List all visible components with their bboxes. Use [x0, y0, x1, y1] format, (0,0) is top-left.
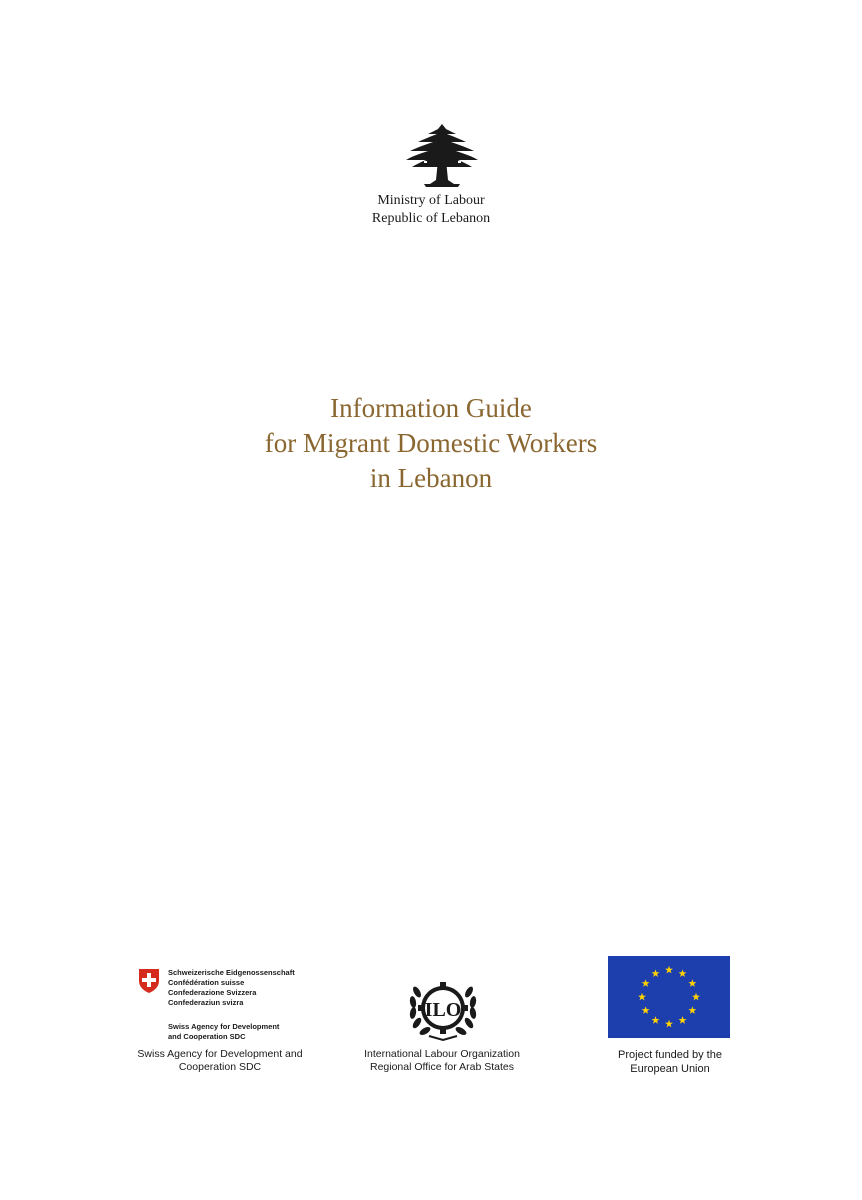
country-name: Republic of Lebanon: [371, 211, 491, 226]
swiss-sdc-block: [130, 964, 310, 1074]
ministry-name: Ministry of Labour: [377, 193, 485, 208]
eu-block: [600, 956, 740, 1080]
swiss-name-fr: Confédération suisse: [168, 978, 245, 987]
swiss-caption-line-2: Cooperation SDC: [178, 1061, 262, 1073]
swiss-confederation-names: [168, 968, 295, 1008]
ministry-heading: [0, 192, 862, 228]
ilo-caption-line-1: International Labour Organization: [364, 1048, 520, 1060]
swiss-caption-line-1: Swiss Agency for Development and: [137, 1048, 303, 1060]
swiss-name-de: Schweizerische Eidgenossenschaft: [168, 968, 295, 977]
eu-flag-icon: [608, 956, 730, 1038]
swiss-name-rm: Confederaziun svizra: [168, 998, 244, 1007]
swiss-agency-name: [168, 1022, 279, 1042]
ilo-logo-text: ILO: [424, 999, 462, 1021]
title-line-2: for Migrant Domestic Workers: [264, 428, 598, 458]
eu-caption-line-1: Project funded by the: [618, 1049, 722, 1061]
swiss-caption: [130, 1048, 310, 1074]
ilo-caption-line-2: Regional Office for Arab States: [370, 1061, 514, 1073]
ilo-logo-icon: [407, 978, 479, 1042]
eu-caption-line-2: European Union: [630, 1063, 710, 1075]
swiss-agency-line-2: and Cooperation SDC: [168, 1032, 246, 1041]
ilo-block: [352, 978, 532, 1078]
document-title: [0, 391, 862, 496]
title-line-3: in Lebanon: [369, 463, 493, 493]
swiss-agency-line-1: Swiss Agency for Development: [168, 1022, 280, 1031]
eu-caption: [600, 1048, 740, 1076]
swiss-name-it: Confederazione Svizzera: [168, 988, 257, 997]
ilo-caption: [352, 1048, 532, 1074]
title-line-1: Information Guide: [330, 393, 532, 423]
cedar-tree-logo: [402, 120, 482, 190]
swiss-shield-icon: [138, 968, 160, 994]
